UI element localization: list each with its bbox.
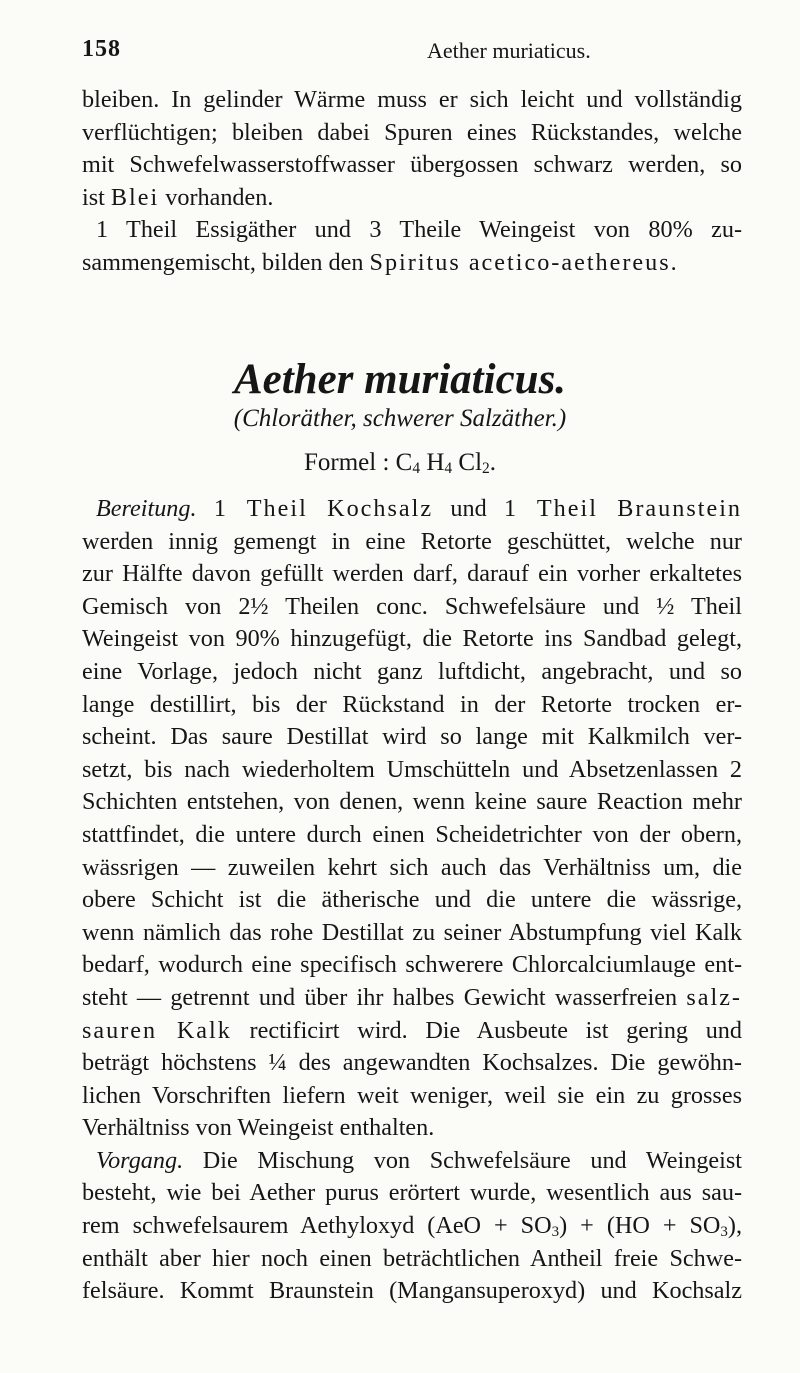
- text-line: enthält aber hier noch einen beträchtlichen Antheil freie Schwe-: [82, 1244, 742, 1272]
- text-line: setzt, bis nach wiederholtem Umschütteln und Absetzenlassen 2: [82, 755, 742, 783]
- text-line: werden innig gemengt in eine Retorte geschüttet, welche nur: [82, 527, 742, 555]
- text-line: besteht, wie bei Aether purus erörtert wurde, wesentlich aus sau-: [82, 1179, 742, 1207]
- text-line: lange destillirt, bis der Rückstand in der Retorte trocken er-: [82, 690, 742, 718]
- text-line: stattfindet, die untere durch einen Scheidetrichter von der obern,: [82, 820, 742, 848]
- text-line: felsäure. Kommt Braunstein (Mangansuperoxyd) und Kochsalz: [82, 1277, 742, 1305]
- text-line: Bereitung. 1 Theil Kochsalz und 1 Theil Braunstein: [96, 495, 742, 522]
- text-line: verflüchtigen; bleiben dabei Spuren eines Rückstandes, welche: [82, 118, 742, 146]
- text-line: bedarf, wodurch eine specifisch schwerere Chlorcalciumlauge ent-: [82, 951, 742, 979]
- text-line: Vorgang. Die Mischung von Schwefelsäure und Weingeist: [96, 1146, 742, 1174]
- running-title: Aether muriaticus.: [427, 38, 591, 63]
- text-line: steht — getrennt und über ihr halbes Gewicht wasserfreien salz-: [82, 983, 742, 1011]
- text-line: Gemisch von 2½ Theilen conc. Schwefelsäure und ½ Theil: [82, 592, 742, 620]
- text-line: Weingeist von 90% hinzugefügt, die Retorte ins Sandbad gelegt,: [82, 625, 742, 653]
- text-line: sauren Kalk rectificirt wird. Die Ausbeute ist gering und: [82, 1016, 742, 1044]
- text-line: bleiben. In gelinder Wärme muss er sich leicht und vollständig: [82, 86, 742, 113]
- running-head: [82, 36, 740, 66]
- text-line: ist Blei vorhanden.: [82, 183, 274, 211]
- text-line: Schichten entstehen, von denen, wenn keine saure Reaction mehr: [82, 788, 742, 816]
- text-line: mit Schwefelwasserstoffwasser übergossen schwarz werden, so: [82, 151, 742, 179]
- chemical-formula: Formel : $C_4$ $H_4$ $Cl_2$.: [303, 449, 497, 478]
- text-line: Verhältniss von Weingeist enthalten.: [82, 1114, 435, 1142]
- text-line: obere Schicht ist die ätherische und die untere die wässrige,: [82, 886, 742, 914]
- text-line: beträgt höchstens ¼ des angewandten Kochsalzes. Die gewöhn-: [82, 1049, 742, 1077]
- section-subtitle: (Chloräther, schwerer Salzäther.): [233, 405, 567, 432]
- paragraph-bereitung: [82, 493, 742, 1308]
- text-line: eine Vorlage, jedoch nicht ganz luftdicht, angebracht, und so: [82, 657, 742, 685]
- text-line: sammengemischt, bilden den Spiritus acetico-aethereus.: [82, 248, 677, 276]
- text-line: wenn nämlich das rohe Destillat zu seiner Abstumpfung viel Kalk: [82, 918, 742, 946]
- paragraph-continuation: [82, 84, 742, 280]
- text-line: zur Hälfte davon gefüllt werden darf, darauf ein vorher erkaltetes: [82, 560, 742, 588]
- text-line: scheint. Das saure Destillat wird so lange mit Kalkmilch ver-: [82, 723, 742, 751]
- text-line: wässrigen — zuweilen kehrt sich auch das Verhältniss um, die: [82, 853, 742, 881]
- section-title: Aether muriaticus.: [233, 356, 567, 403]
- text-line: lichen Vorschriften liefern weit weniger, weil sie ein zu grosses: [82, 1081, 742, 1109]
- text-line: 1 Theil Essigäther und 3 Theile Weingeist von 80% zu-: [96, 216, 742, 244]
- page-number: 158: [82, 36, 121, 62]
- text-line: rem schwefelsaurem Aethyloxyd $(AeO + SO_3) + (HO + SO_3)$,: [82, 1212, 742, 1241]
